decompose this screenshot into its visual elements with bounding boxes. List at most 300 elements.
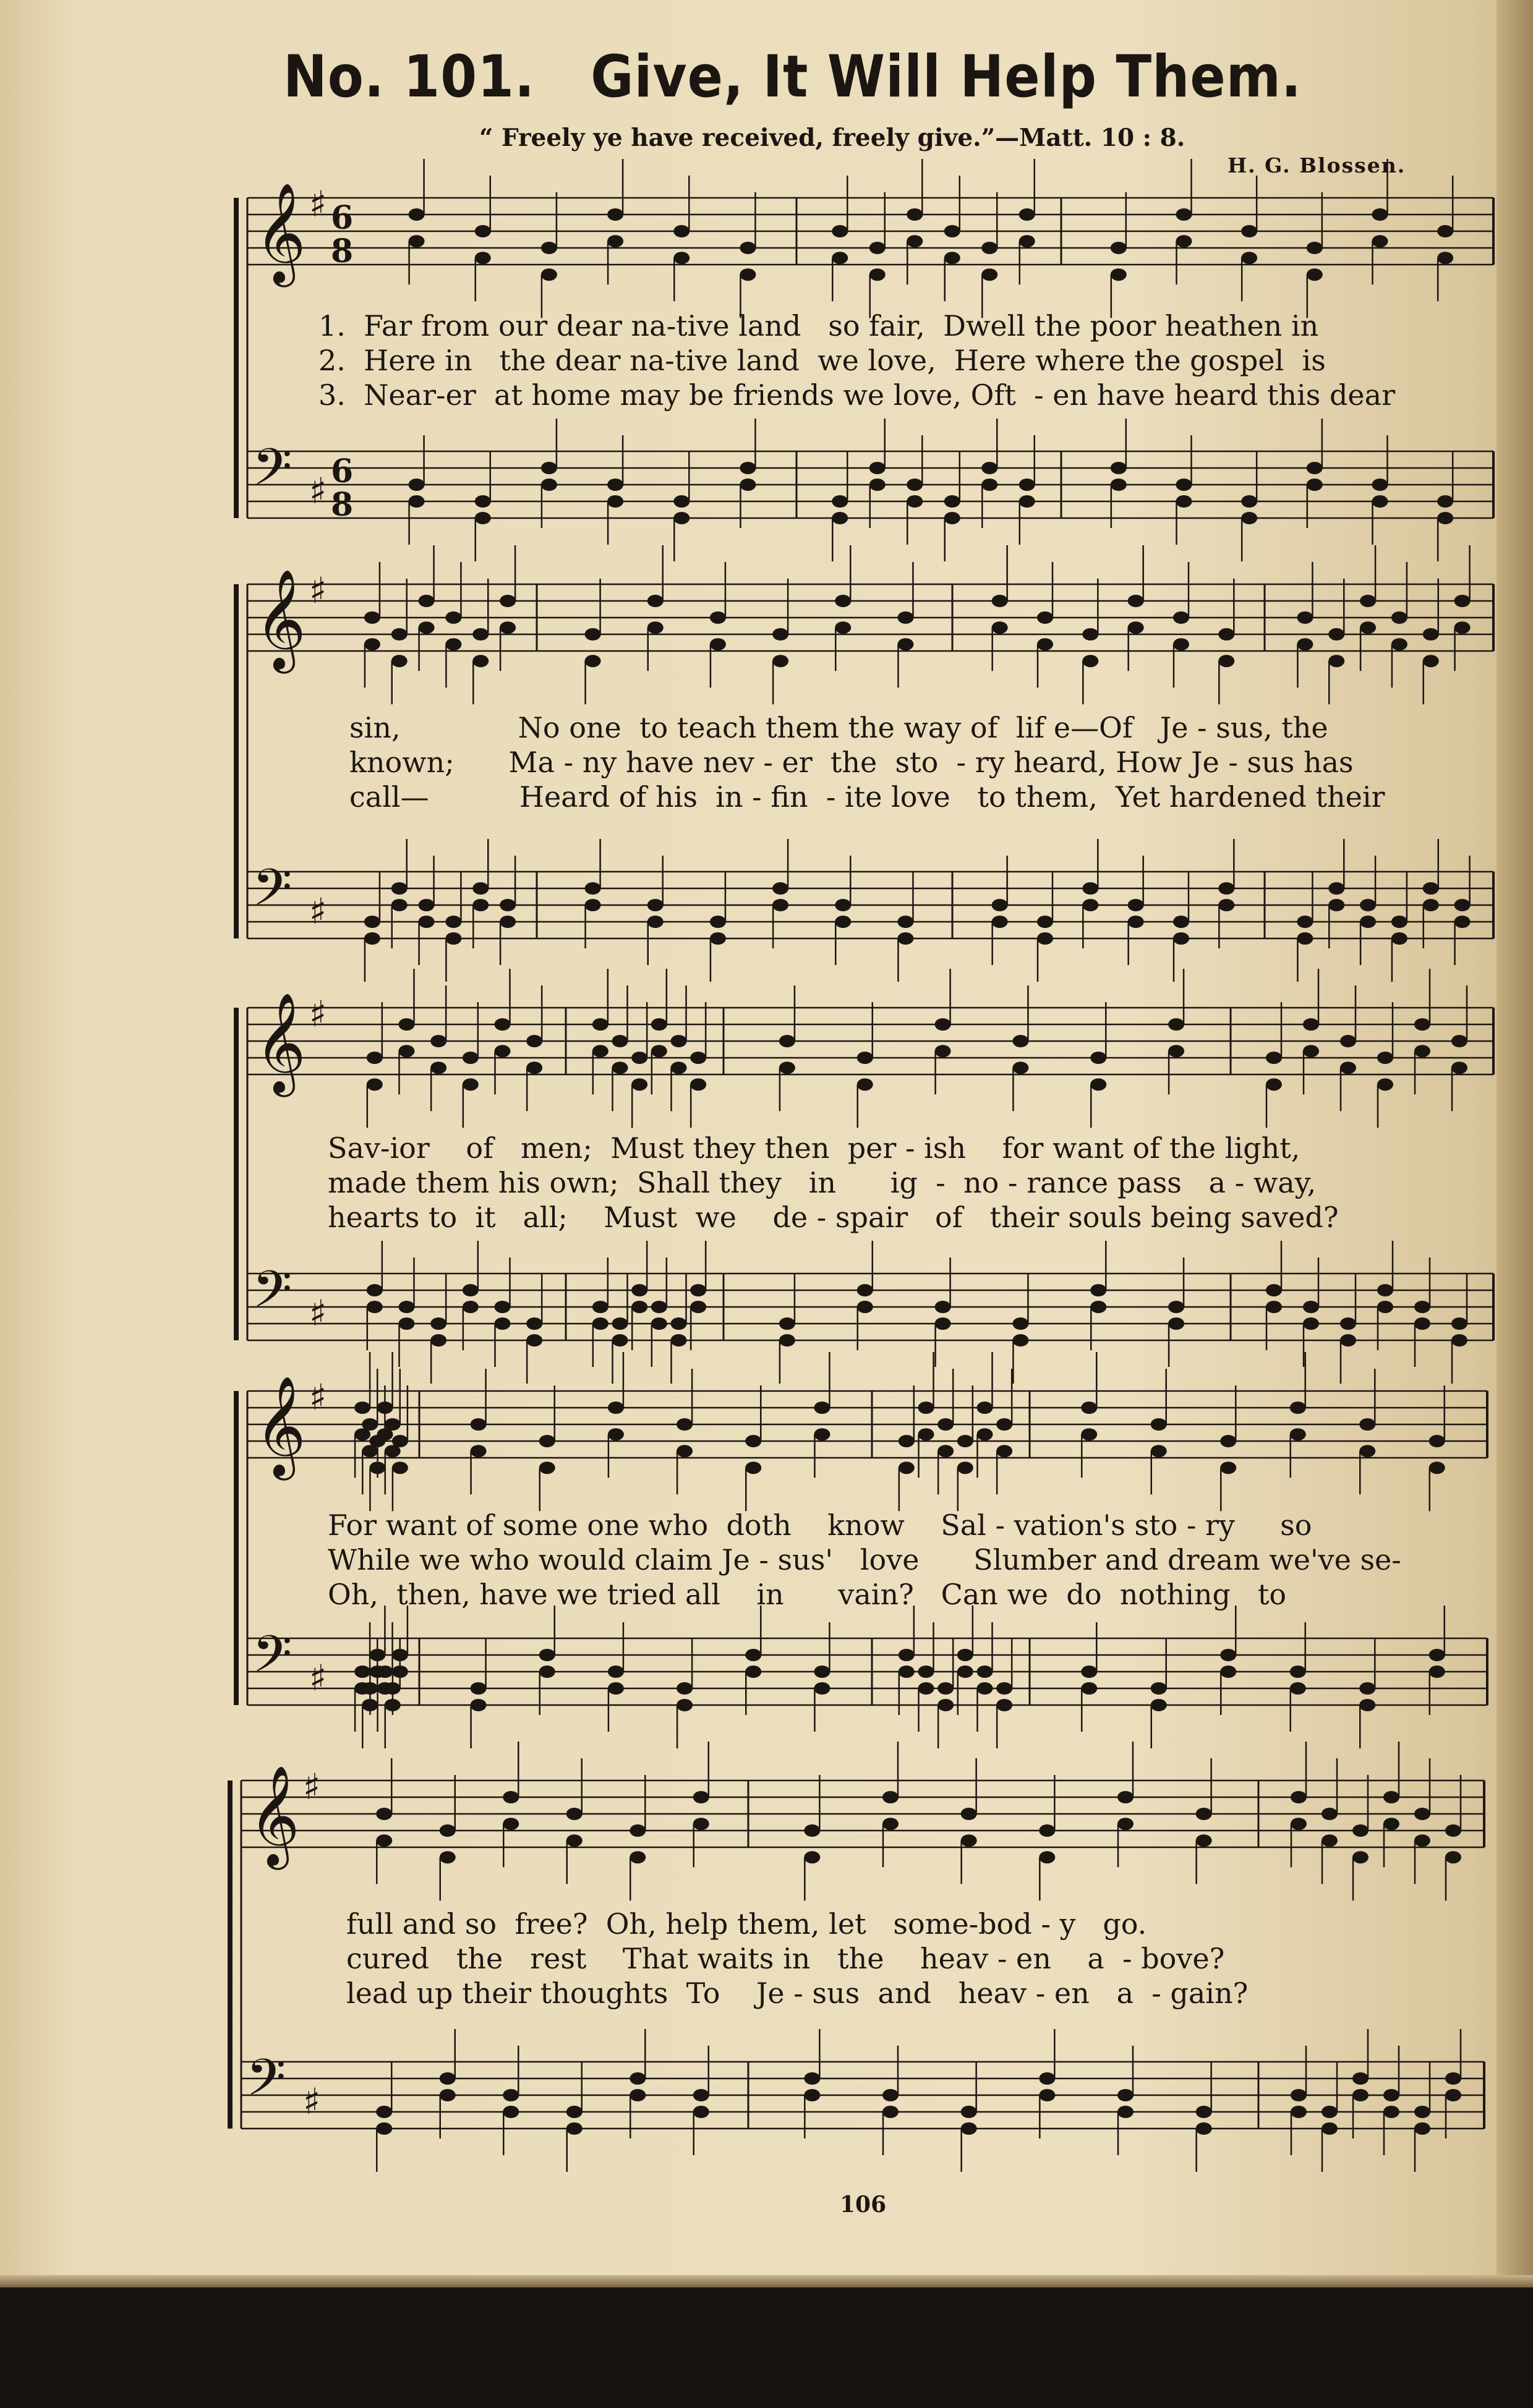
- note-head: [1291, 1818, 1307, 1830]
- note-head: [690, 1078, 706, 1091]
- note-head: [1012, 1334, 1028, 1347]
- note-head: [992, 621, 1008, 634]
- note-head: [369, 1649, 385, 1661]
- note-head: [745, 1666, 761, 1678]
- note-head: [1307, 242, 1323, 254]
- note-head: [445, 932, 461, 945]
- note-head: [961, 2122, 977, 2135]
- epigraph: “ Freely ye have received, freely give.”—Matt. 10 : 8.: [479, 124, 1185, 152]
- note-head: [804, 2089, 820, 2101]
- note-head: [475, 225, 491, 237]
- note-head: [612, 1334, 628, 1347]
- note-head: [899, 1461, 915, 1474]
- key-signature-sharp-icon: ♯: [309, 1292, 327, 1334]
- note-head: [693, 2089, 709, 2101]
- note-head: [612, 1035, 628, 1047]
- note-head: [981, 479, 997, 491]
- system-brace: [234, 584, 239, 938]
- note-head: [430, 1035, 446, 1047]
- note-head: [364, 638, 380, 650]
- note-head: [409, 495, 425, 508]
- note-head: [526, 1061, 542, 1074]
- note-head: [1168, 1045, 1184, 1057]
- note-head: [1423, 655, 1439, 667]
- note-head: [608, 1428, 624, 1440]
- note-head: [592, 1301, 609, 1313]
- note-head: [392, 1461, 408, 1474]
- note-head: [944, 495, 960, 508]
- note-head: [882, 1791, 899, 1803]
- note-head: [779, 1035, 795, 1047]
- note-head: [804, 1851, 820, 1863]
- note-head: [693, 1818, 709, 1830]
- lyric-line: 3. Near-er at home may be friends we love, Oft - en have heard this dear: [318, 378, 1396, 412]
- note-head: [1377, 1284, 1393, 1296]
- note-head: [526, 1035, 542, 1047]
- note-head: [1019, 479, 1035, 491]
- time-signature-icon: 6: [331, 453, 354, 490]
- note-head: [1290, 1402, 1306, 1414]
- note-head: [631, 1078, 647, 1091]
- treble-clef-icon: 𝄞: [255, 992, 306, 1093]
- key-signature-sharp-icon: ♯: [303, 2080, 321, 2122]
- note-head: [585, 882, 601, 895]
- lyric-line: While we who would claim Je - sus' love Slumber and dream we've se-: [328, 1543, 1401, 1576]
- note-head: [1352, 2072, 1369, 2085]
- note-head: [1359, 1418, 1375, 1431]
- system-brace: [234, 1391, 239, 1705]
- note-head: [897, 638, 913, 650]
- note-head: [835, 595, 851, 607]
- note-head: [1454, 916, 1471, 928]
- note-head: [897, 611, 913, 624]
- note-head: [1414, 1045, 1430, 1057]
- note-head: [1377, 1301, 1393, 1313]
- note-head: [364, 932, 380, 945]
- note-head: [1454, 595, 1471, 607]
- note-head: [1090, 1284, 1106, 1296]
- note-head: [899, 1666, 915, 1678]
- note-head: [918, 1402, 934, 1414]
- note-head: [1445, 2072, 1461, 2085]
- note-head: [1019, 235, 1035, 247]
- note-head: [1391, 932, 1407, 945]
- note-head: [1111, 462, 1127, 474]
- note-head: [673, 225, 690, 237]
- note-head: [1151, 1418, 1167, 1431]
- note-head: [937, 1418, 954, 1431]
- note-head: [710, 638, 726, 650]
- note-head: [409, 235, 425, 247]
- note-head: [1437, 225, 1453, 237]
- note-head: [419, 899, 435, 911]
- note-head: [607, 495, 623, 508]
- lyric-line: known; Ma - ny have nev - er the sto - ry heard, How Je - sus has: [349, 746, 1354, 779]
- treble-clef-icon: 𝄞: [255, 182, 306, 283]
- note-head: [503, 1791, 519, 1803]
- note-head: [899, 1649, 915, 1661]
- note-head: [1082, 628, 1098, 640]
- note-head: [1081, 1682, 1097, 1695]
- note-head: [857, 1052, 873, 1064]
- note-head: [471, 1418, 487, 1431]
- lyric-line: hearts to it all; Must we de - spair of their souls being saved?: [328, 1201, 1339, 1234]
- note-head: [1414, 1317, 1430, 1330]
- note-head: [897, 932, 913, 945]
- note-head: [996, 1682, 1012, 1695]
- note-head: [677, 1699, 693, 1711]
- note-head: [647, 899, 664, 911]
- note-head: [1414, 1834, 1430, 1847]
- note-head: [472, 882, 489, 895]
- note-head: [631, 1284, 647, 1296]
- note-head: [1383, 2089, 1399, 2101]
- note-head: [961, 1808, 977, 1820]
- note-head: [835, 621, 851, 634]
- key-signature-sharp-icon: ♯: [309, 993, 327, 1035]
- note-head: [608, 1666, 624, 1678]
- note-head: [1241, 512, 1257, 524]
- lyric-line: cured the rest That waits in the heav - en a - bove?: [346, 1942, 1225, 1975]
- note-head: [1266, 1301, 1282, 1313]
- note-head: [693, 1791, 709, 1803]
- note-head: [566, 1808, 583, 1820]
- note-head: [1414, 1301, 1430, 1313]
- note-head: [376, 2106, 392, 2118]
- lyric-line: Oh, then, have we tried all in vain? Can we do nothing to: [328, 1578, 1287, 1611]
- note-head: [1437, 512, 1453, 524]
- note-head: [1117, 2106, 1134, 2118]
- note-head: [1111, 268, 1127, 281]
- note-head: [992, 595, 1008, 607]
- note-head: [630, 2072, 646, 2085]
- note-head: [1322, 2106, 1338, 2118]
- note-head: [996, 1418, 1012, 1431]
- note-head: [1111, 479, 1127, 491]
- note-head: [1173, 638, 1189, 650]
- note-head: [1451, 1317, 1467, 1330]
- note-head: [500, 899, 516, 911]
- note-head: [857, 1078, 873, 1091]
- note-head: [869, 479, 886, 491]
- note-head: [585, 628, 601, 640]
- note-head: [937, 1699, 954, 1711]
- note-head: [463, 1301, 479, 1313]
- note-head: [1218, 882, 1234, 895]
- note-head: [495, 1018, 511, 1031]
- note-head: [500, 916, 516, 928]
- note-head: [585, 899, 601, 911]
- note-head: [1322, 2122, 1338, 2135]
- note-head: [1437, 252, 1453, 264]
- note-head: [1429, 1461, 1445, 1474]
- note-head: [1414, 2122, 1430, 2135]
- note-head: [1082, 882, 1098, 895]
- note-head: [1352, 2089, 1369, 2101]
- note-head: [1081, 1666, 1097, 1678]
- note-head: [814, 1428, 830, 1440]
- note-head: [1168, 1018, 1184, 1031]
- note-head: [779, 1061, 795, 1074]
- note-head: [376, 2122, 392, 2135]
- note-head: [377, 1666, 393, 1678]
- note-head: [772, 882, 788, 895]
- note-head: [1297, 916, 1313, 928]
- note-head: [977, 1402, 993, 1414]
- note-head: [364, 916, 380, 928]
- note-head: [1360, 595, 1376, 607]
- note-head: [1241, 495, 1257, 508]
- note-head: [392, 1435, 408, 1447]
- note-head: [1391, 916, 1407, 928]
- note-head: [1176, 235, 1192, 247]
- note-head: [944, 225, 960, 237]
- note-head: [1322, 1834, 1338, 1847]
- note-head: [612, 1061, 628, 1074]
- note-head: [1322, 1808, 1338, 1820]
- note-head: [463, 1052, 479, 1064]
- note-head: [1220, 1461, 1236, 1474]
- lyric-line: 1. Far from our dear na-tive land so fair, Dwell the poor heathen in: [318, 309, 1319, 342]
- note-head: [673, 252, 690, 264]
- note-head: [592, 1317, 609, 1330]
- note-head: [1372, 479, 1388, 491]
- note-head: [430, 1334, 446, 1347]
- note-head: [500, 621, 516, 634]
- note-head: [1423, 628, 1439, 640]
- note-head: [592, 1018, 609, 1031]
- note-head: [1019, 208, 1035, 221]
- key-signature-sharp-icon: ♯: [309, 890, 327, 932]
- note-head: [1377, 1078, 1393, 1091]
- note-head: [419, 621, 435, 634]
- note-head: [1039, 2089, 1055, 2101]
- lyric-line: lead up their thoughts To Je - sus and heav - en a - gain?: [346, 1976, 1249, 2010]
- note-head: [1117, 1791, 1134, 1803]
- note-head: [539, 1666, 555, 1678]
- note-head: [1090, 1052, 1106, 1064]
- note-head: [1372, 235, 1388, 247]
- note-head: [430, 1061, 446, 1074]
- note-head: [630, 2089, 646, 2101]
- note-head: [1082, 655, 1098, 667]
- note-head: [495, 1317, 511, 1330]
- note-head: [585, 655, 601, 667]
- note-head: [385, 1418, 401, 1431]
- note-head: [710, 916, 726, 928]
- lyric-line: Sav-ior of men; Must they then per - ish for want of the light,: [328, 1131, 1300, 1165]
- note-head: [779, 1334, 795, 1347]
- note-head: [471, 1699, 487, 1711]
- note-head: [526, 1334, 542, 1347]
- note-head: [631, 1301, 647, 1313]
- note-head: [832, 225, 848, 237]
- note-head: [1414, 2106, 1430, 2118]
- note-head: [1128, 916, 1144, 928]
- note-head: [647, 916, 664, 928]
- note-head: [981, 242, 997, 254]
- note-head: [992, 916, 1008, 928]
- note-head: [690, 1301, 706, 1313]
- note-head: [539, 1649, 555, 1661]
- note-head: [1359, 1682, 1375, 1695]
- note-head: [419, 916, 435, 928]
- note-head: [1039, 2072, 1055, 2085]
- note-head: [354, 1402, 370, 1414]
- note-head: [1128, 621, 1144, 634]
- note-head: [671, 1061, 687, 1074]
- key-signature-sharp-icon: ♯: [309, 1657, 327, 1699]
- note-head: [1451, 1061, 1467, 1074]
- note-head: [612, 1317, 628, 1330]
- note-head: [391, 899, 408, 911]
- key-signature-sharp-icon: ♯: [309, 183, 327, 225]
- note-head: [1111, 242, 1127, 254]
- note-head: [677, 1682, 693, 1695]
- note-head: [399, 1018, 415, 1031]
- note-head: [869, 242, 886, 254]
- lyric-line: made them his own; Shall they in ig - no - rance pass a - way,: [328, 1166, 1317, 1199]
- note-head: [1012, 1061, 1028, 1074]
- note-head: [631, 1052, 647, 1064]
- bass-clef-icon: 𝄢: [252, 437, 293, 509]
- note-head: [475, 512, 491, 524]
- note-head: [677, 1418, 693, 1431]
- note-head: [1429, 1649, 1445, 1661]
- note-head: [673, 512, 690, 524]
- note-head: [907, 235, 923, 247]
- note-head: [944, 252, 960, 264]
- note-head: [832, 252, 848, 264]
- note-head: [944, 512, 960, 524]
- note-head: [630, 1824, 646, 1837]
- note-head: [1352, 1851, 1369, 1863]
- note-head: [1090, 1301, 1106, 1313]
- bass-clef-icon: 𝄢: [252, 857, 293, 930]
- note-head: [957, 1649, 973, 1661]
- note-head: [1173, 916, 1189, 928]
- note-head: [957, 1666, 973, 1678]
- note-head: [472, 628, 489, 640]
- note-head: [1117, 2089, 1134, 2101]
- note-head: [1266, 1052, 1282, 1064]
- note-head: [1451, 1334, 1467, 1347]
- note-head: [495, 1045, 511, 1057]
- note-head: [1328, 882, 1344, 895]
- note-head: [592, 1045, 609, 1057]
- note-head: [1176, 208, 1192, 221]
- note-head: [1218, 655, 1234, 667]
- note-head: [539, 1435, 555, 1447]
- note-head: [1128, 595, 1144, 607]
- note-head: [376, 1834, 392, 1847]
- note-head: [1352, 1824, 1369, 1837]
- bass-clef-icon: 𝄢: [246, 2048, 286, 2120]
- note-head: [445, 638, 461, 650]
- note-head: [475, 495, 491, 508]
- note-head: [710, 932, 726, 945]
- note-head: [651, 1045, 667, 1057]
- note-head: [804, 2072, 820, 2085]
- note-head: [391, 882, 408, 895]
- system-brace: [234, 198, 239, 518]
- note-head: [377, 1402, 393, 1414]
- note-head: [1019, 495, 1035, 508]
- note-head: [440, 2089, 456, 2101]
- note-head: [907, 495, 923, 508]
- note-head: [899, 1435, 915, 1447]
- bass-clef-icon: 𝄢: [252, 1259, 293, 1332]
- note-head: [1196, 1808, 1212, 1820]
- note-head: [832, 495, 848, 508]
- note-head: [1372, 208, 1388, 221]
- note-head: [935, 1317, 951, 1330]
- note-head: [996, 1699, 1012, 1711]
- note-head: [1360, 916, 1376, 928]
- note-head: [607, 235, 623, 247]
- note-head: [566, 2122, 583, 2135]
- note-head: [1117, 1818, 1134, 1830]
- note-head: [745, 1435, 761, 1447]
- note-head: [1151, 1699, 1167, 1711]
- note-head: [1340, 1035, 1356, 1047]
- note-head: [1039, 1824, 1055, 1837]
- key-signature-sharp-icon: ♯: [309, 569, 327, 611]
- note-head: [745, 1649, 761, 1661]
- note-head: [1303, 1317, 1319, 1330]
- note-head: [710, 611, 726, 624]
- system-brace: [228, 1780, 233, 2129]
- note-head: [690, 1284, 706, 1296]
- note-head: [376, 1808, 392, 1820]
- note-head: [977, 1682, 993, 1695]
- note-head: [1290, 1666, 1306, 1678]
- treble-clef-icon: 𝄞: [255, 569, 306, 670]
- note-head: [907, 479, 923, 491]
- lyric-line: 2. Here in the dear na-tive land we love, Here where the gospel is: [318, 344, 1326, 377]
- note-head: [392, 1666, 408, 1678]
- note-head: [814, 1682, 830, 1695]
- note-head: [882, 1818, 899, 1830]
- note-head: [1372, 495, 1388, 508]
- note-head: [779, 1317, 795, 1330]
- note-head: [1220, 1666, 1236, 1678]
- note-head: [419, 595, 435, 607]
- note-head: [399, 1317, 415, 1330]
- note-head: [772, 899, 788, 911]
- note-head: [937, 1682, 954, 1695]
- note-head: [399, 1045, 415, 1057]
- note-head: [608, 1402, 624, 1414]
- note-head: [1307, 268, 1323, 281]
- note-head: [1454, 899, 1471, 911]
- system-brace: [234, 1008, 239, 1340]
- note-head: [1391, 638, 1407, 650]
- hymn-title: Give, It Will Help Them.: [591, 43, 1302, 111]
- note-head: [740, 462, 756, 474]
- note-head: [367, 1301, 383, 1313]
- key-signature-sharp-icon: ♯: [309, 1376, 327, 1418]
- note-head: [857, 1284, 873, 1296]
- note-head: [445, 916, 461, 928]
- note-head: [541, 242, 557, 254]
- note-head: [475, 252, 491, 264]
- note-head: [471, 1445, 487, 1457]
- note-head: [1290, 1428, 1306, 1440]
- note-head: [897, 916, 913, 928]
- note-head: [1081, 1402, 1097, 1414]
- note-head: [673, 495, 690, 508]
